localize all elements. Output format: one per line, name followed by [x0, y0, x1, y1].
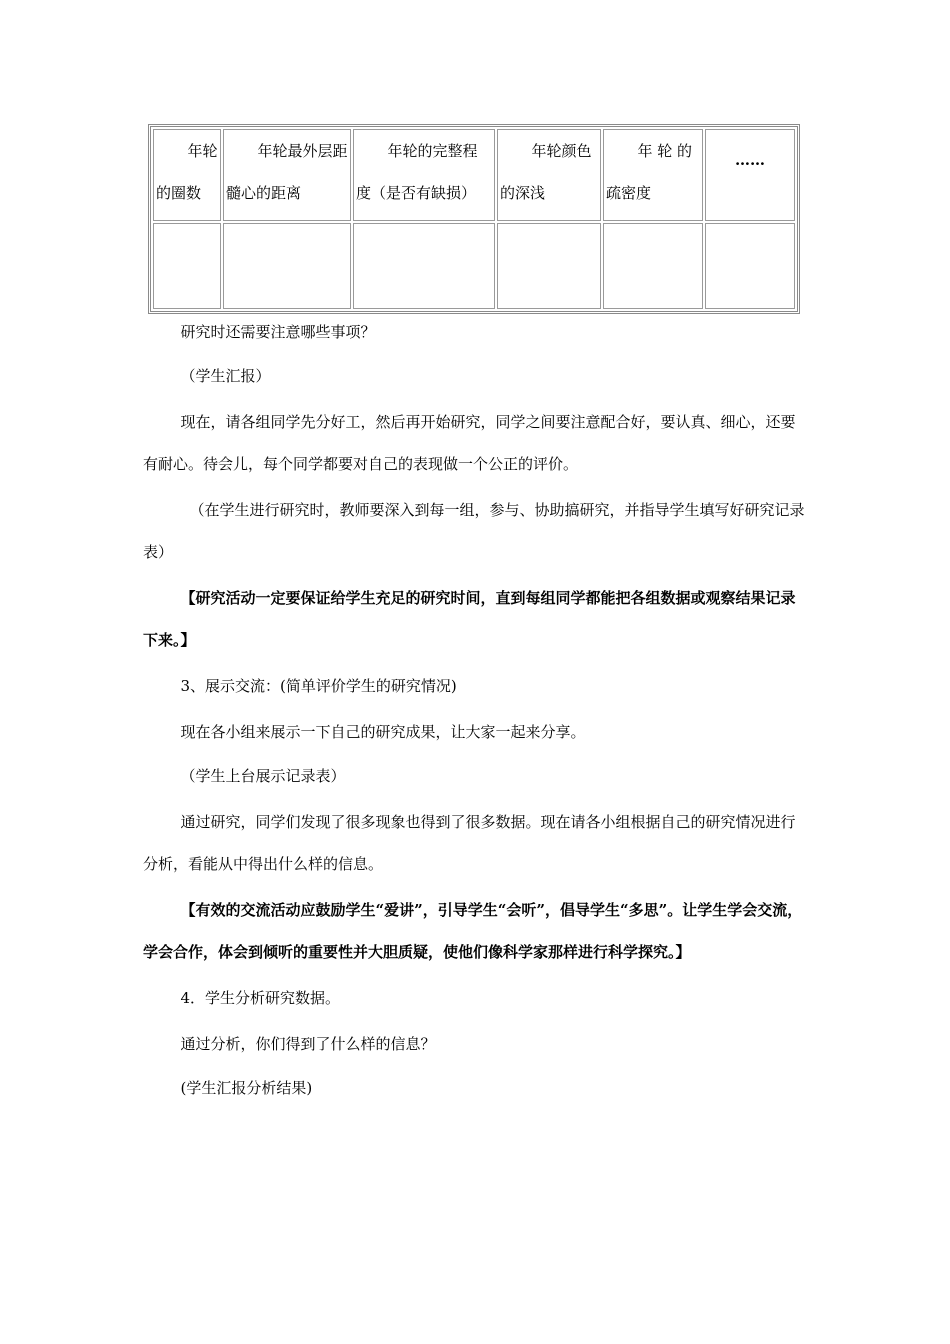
table-cell	[353, 223, 495, 309]
header-cell: 年轮最外层距髓心的距离	[223, 129, 351, 221]
table-cell	[153, 223, 221, 309]
table-cell	[705, 223, 795, 309]
table-row	[153, 223, 795, 309]
header-cell: ……	[705, 129, 795, 221]
record-table	[151, 127, 797, 311]
table-cell	[223, 223, 351, 309]
section-heading-exchange: 3、展示交流：(简单评价学生的研究情况)	[180, 677, 457, 695]
table-cell	[497, 223, 601, 309]
table-cell	[603, 223, 703, 309]
document-body	[143, 311, 808, 1109]
header-cell: 年 轮 的疏密度	[603, 129, 703, 221]
section-heading-analysis: 4．学生分析研究数据。	[180, 989, 341, 1007]
paragraph-analysis-question: 通过分析，你们得到了什么样的信息？	[180, 1035, 436, 1053]
record-table-frame	[148, 124, 800, 314]
paragraph-analysis-intro: 通过研究，同学们发现了很多现象也得到了很多数据。现在请各小组根据自己的研究情况进行分析，看能从中得出什么样的信息。	[143, 813, 796, 873]
paragraph-exchange-tip: 【有效的交流活动应鼓励学生“爱讲”，引导学生“会听”，倡导学生“多思”。让学生学会交流，学会合作，体会到倾听的重要性并大胆质疑，使他们像科学家那样进行科学探究。】	[143, 901, 803, 961]
paragraph-analysis-report: (学生汇报分析结果)	[180, 1079, 313, 1097]
header-cell: 年轮的完整程度（是否有缺损）	[353, 129, 495, 221]
header-cell: 年轮颜色的深浅	[497, 129, 601, 221]
paragraph-research-tip: 【研究活动一定要保证给学生充足的研究时间，直到每组同学都能把各组数据或观察结果记录下来。】	[143, 589, 796, 649]
paragraph-show-record: （学生上台展示记录表）	[180, 767, 346, 785]
paragraph-share: 现在各小组来展示一下自己的研究成果，让大家一起来分享。	[180, 723, 586, 741]
paragraph-instructions: 现在，请各组同学先分好工，然后再开始研究，同学之间要注意配合好，要认真、细心，还要有耐心。待会儿，每个同学都要对自己的表现做一个公正的评价。	[143, 413, 796, 473]
paragraph-student-report: （学生汇报）	[180, 367, 271, 385]
paragraph-teacher-note: （在学生进行研究时，教师要深入到每一组，参与、协助搞研究，并指导学生填写好研究记录表）	[143, 501, 805, 561]
table-header-row	[153, 129, 795, 221]
paragraph-question: 研究时还需要注意哪些事项？	[180, 323, 376, 341]
header-cell: 年轮的圈数	[153, 129, 221, 221]
